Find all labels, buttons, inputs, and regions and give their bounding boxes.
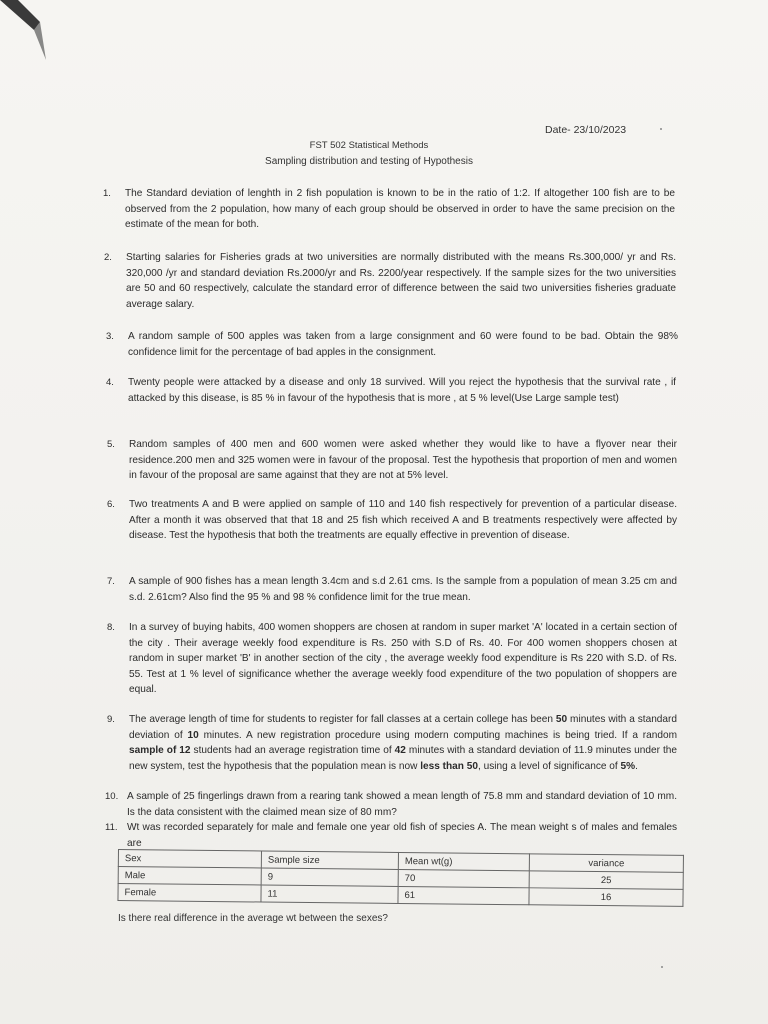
scan-speck <box>660 128 662 130</box>
course-title: FST 502 Statistical Methods <box>309 140 429 151</box>
table-cell: 61 <box>398 886 529 904</box>
question-11 <box>105 820 677 851</box>
table-cell: Female <box>118 884 261 902</box>
table-cell: 25 <box>529 871 683 890</box>
question-9 <box>107 712 678 774</box>
question-text: Starting salaries for Fisheries grads at two universities are normally distributed with the means Rs.300,000/ yr and Rs. 320,000 /yr and standard deviation Rs.2000/yr and Rs. 2200/year respectively. If the sample sizes for the two universities are 50 and 60 respectively, calculate the standard error of difference between the said two universities fisheries graduate average salary. <box>126 252 676 310</box>
question-6 <box>107 497 677 544</box>
question-text: Wt was recorded separately for male and female one year old fish of species A. The mean weight s of males and females are <box>127 822 677 849</box>
question-7 <box>107 574 677 605</box>
table-cell: 11 <box>261 885 398 903</box>
question-number: 8. <box>107 622 115 633</box>
question-1 <box>103 186 675 233</box>
question-8 <box>107 620 677 698</box>
closing-question: Is there real difference in the average wt between the sexes? <box>118 913 388 924</box>
question-number: 6. <box>107 499 115 510</box>
question-number: 9. <box>107 714 115 725</box>
question-number: 5. <box>107 439 115 450</box>
fish-weight-table <box>117 849 684 907</box>
table-cell: 16 <box>529 888 683 907</box>
question-2 <box>104 250 676 312</box>
table-cell: 9 <box>261 868 398 886</box>
question-text: The Standard deviation of lenghth in 2 fish population is known to be in the ratio of 1:2. If altogether 100 fish are to be observed from the 2 population, how many of each group should be observed in order to have the same precision on the estimate of the mean for both. <box>125 188 675 231</box>
document-subtitle: Sampling distribution and testing of Hypothesis <box>265 156 473 167</box>
question-text: The average length of time for students to register for fall classes at a certain college has been 50 minutes with a standard deviation of 10 minutes. A new registration procedure using modern computing machines is being tried. If a random sample of 12 students had an average registration time of 42 minutes with a standard deviation of 11.9 minutes under the new system, test the hypothesis that the population mean is now less than 50, using a level of significance of 5%. <box>129 714 678 772</box>
question-number: 10. <box>105 791 119 802</box>
question-3 <box>106 329 678 360</box>
table-header-cell: Mean wt(g) <box>398 852 529 870</box>
question-number: 7. <box>107 576 115 587</box>
table-cell: Male <box>118 867 261 885</box>
question-text: A sample of 900 fishes has a mean length 3.4cm and s.d 2.61 cms. Is the sample from a population of mean 3.25 cm and s.d. 2.61cm? Also find the 95 % and 98 % confidence limit for the true mean. <box>129 576 677 603</box>
question-number: 1. <box>103 188 111 199</box>
table-header-cell: Sex <box>118 850 261 868</box>
question-number: 11. <box>105 822 118 833</box>
question-10 <box>105 789 677 820</box>
question-text: A random sample of 500 apples was taken from a large consignment and 60 were found to be bad. Obtain the 98% confidence limit for the percentage of bad apples in the consignment. <box>128 331 678 358</box>
question-text: Two treatments A and B were applied on sample of 110 and 140 fish respectively for prevention of a particular disease. After a month it was observed that that 18 and 25 fish which received A and B treatments respectively were affected by disease. Test the hypothesis that both the treatments are equally effective in prevention of disease. <box>129 499 677 542</box>
question-4 <box>106 375 676 406</box>
question-number: 2. <box>104 252 112 263</box>
question-number: 3. <box>106 331 114 342</box>
question-number: 4. <box>106 377 114 388</box>
question-text: In a survey of buying habits, 400 women shoppers are chosen at random in super market 'A' located in a certain section of the city . Their average weekly food expenditure is Rs. 250 with S.D of Rs. 40. For 400 women shoppers chosen at random in super market 'B' in another section of the city , the average weekly food expenditure is Rs 220 with S.D. of Rs. 55. Test at 1 % level of significance whether the average weekly food expenditure of the two population of shoppers are equal. <box>129 622 677 696</box>
table-header-cell: variance <box>529 854 683 873</box>
table-cell: 70 <box>398 869 529 887</box>
question-text: Twenty people were attacked by a disease and only 18 survived. Will you reject the hypothesis that the survival rate , if attacked by this disease, is 85 % in favour of the hypothesis that is more , at 5 % level(Use Large sample test) <box>128 377 676 404</box>
corner-fold-mark <box>0 0 60 70</box>
question-5 <box>107 437 677 484</box>
scan-speck <box>661 966 663 968</box>
document-date: Date- 23/10/2023 <box>545 124 627 136</box>
question-text: A sample of 25 fingerlings drawn from a rearing tank showed a mean length of 75.8 mm and standard deviation of 10 mm. Is the data consistent with the claimed mean size of 80 mm? <box>127 791 677 818</box>
question-text: Random samples of 400 men and 600 women were asked whether they would like to have a flyover near their residence.200 men and 325 women were in favour of the proposal. Test the hypothesis that proportion of men and women in favour of the proposal are same against that they are not at 5% level. <box>129 439 677 482</box>
table-header-cell: Sample size <box>261 851 398 869</box>
